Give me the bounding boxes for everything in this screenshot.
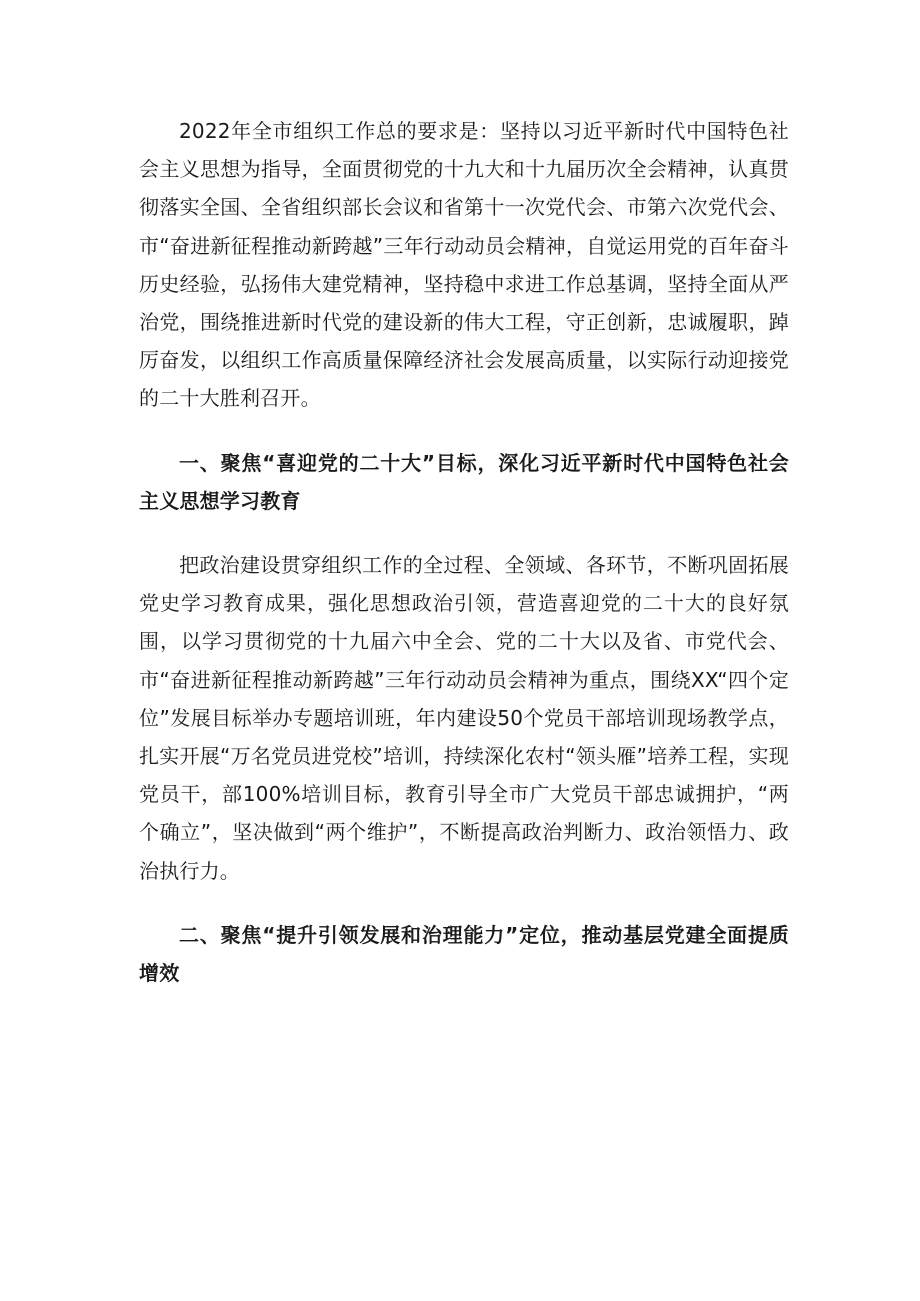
section-1-heading: 一、聚焦“喜迎党的二十大”目标，深化习近平新时代中国特色社会主义思想学习教育: [139, 450, 789, 513]
paragraph-gap: [139, 520, 789, 546]
document-body: [139, 112, 789, 992]
paragraph-gap: [139, 890, 789, 916]
section-1-paragraph: 把政治建设贯穿组织工作的全过程、全领域、各环节，不断巩固拓展党史学习教育成果，强化思想政治引领，营造喜迎党的二十大的良好氛围，以学习贯彻党的十九届六中全会、党的二十大以及省、市党代会、市“奋进新征程推动新跨越”三年行动动员会精神为重点，围绕XX“四个定位”发展目标举办专题培训班，年内建设50个党员干部培训现场教学点，扎实开展“万名党员进党校”培训，持续深化农村“领头雁”培养工程，实现党员干，部100%培训目标，教育引导全市广大党员干部忠诚拥护，“两个确立”，坚决做到“两个维护”，不断提高政治判断力、政治领悟力、政治执行力。: [139, 553, 789, 883]
intro-paragraph: 2022年全市组织工作总的要求是：坚持以习近平新时代中国特色社会主义思想为指导，全面贯彻党的十九大和十九届历次全会精神，认真贯彻落实全国、全省组织部长会议和省第十一次党代会、市第六次党代会、市“奋进新征程推动新跨越”三年行动动员会精神，自觉运用党的百年奋斗历史经验，弘扬伟大建党精神，坚持稳中求进工作总基调，坚持全面从严治党，围绕推进新时代党的建设新的伟大工程，守正创新，忠诚履职，踔厉奋发，以组织工作高质量保障经济社会发展高质量，以实际行动迎接党的二十大胜利召开。: [139, 119, 789, 411]
paragraph-gap: [139, 418, 789, 444]
section-2-heading: 二、聚焦“提升引领发展和治理能力”定位，推动基层党建全面提质增效: [139, 922, 789, 986]
